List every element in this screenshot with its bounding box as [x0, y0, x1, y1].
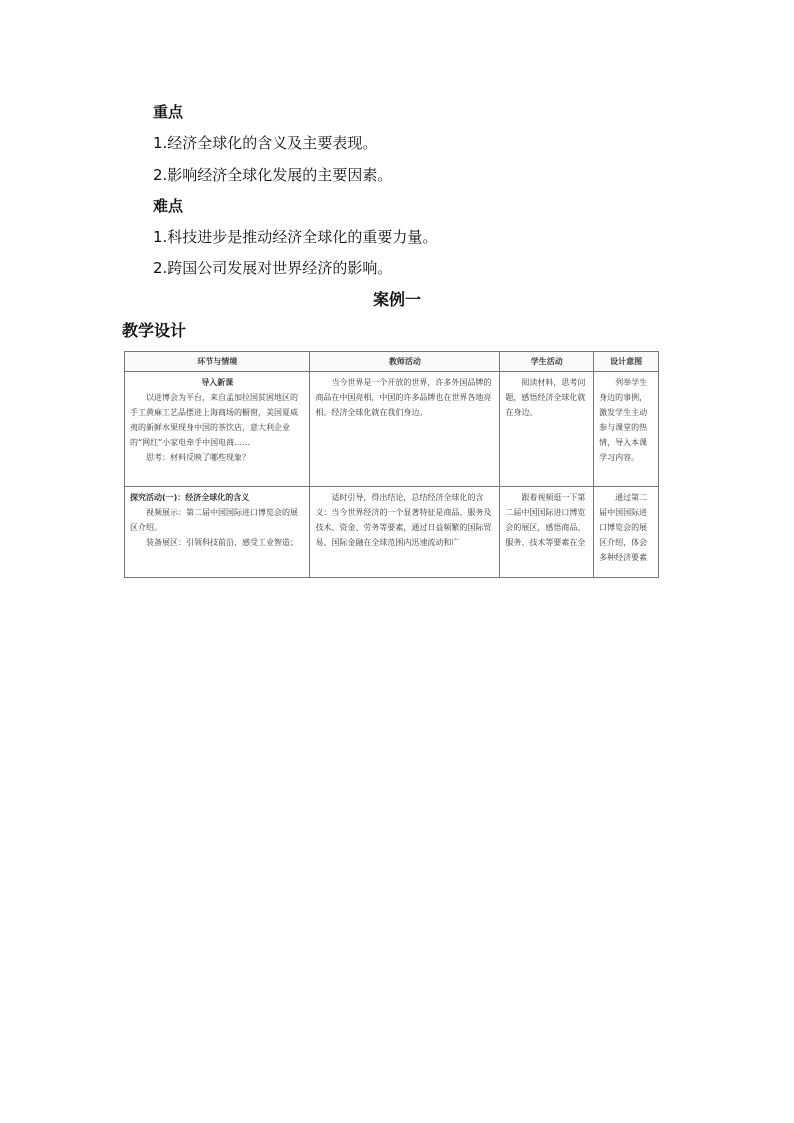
stage-title: 探究活动(一)：经济全球化的含义 [130, 493, 250, 502]
teacher-cell [310, 487, 500, 578]
header-intent: 设计意图 [594, 352, 659, 372]
teaching-design-table [124, 351, 659, 578]
key-point-item-1: 1.经济全球化的含义及主要表现。 [153, 134, 378, 152]
teacher-text: 适时引导，得出结论，总结经济全球化的含义：当今世界经济的一个显著特征是商品、服务及技术、资金、劳务等要素，通过日益频繁的国际贸易、国际金融在全球范围内迅速流动和广 [315, 493, 492, 547]
stage-question: 思考：材料反映了哪些现象？ [146, 453, 250, 462]
stage-cell [125, 487, 310, 578]
header-stage: 环节与情境 [125, 352, 310, 372]
student-cell [500, 487, 594, 578]
key-point-item-2: 2.影响经济全球化发展的主要因素。 [153, 166, 393, 184]
table-row [125, 487, 659, 578]
key-points-heading: 重点 [153, 103, 184, 121]
teacher-text: 当今世界是一个开放的世界，许多外国品牌的商品在中国亮相，中国的许多品牌也在世界各地亮相。经济全球化就在我们身边。 [315, 378, 492, 417]
stage-text: 以进博会为平台，来自孟加拉国贫困地区的手工黄麻工艺品摆进上海商场的橱窗，美国夏威夷的新鲜水果现身中国的茶饮店，意大利企业的“网红”小家电牵手中国电商…… [130, 393, 298, 447]
header-teacher: 教师活动 [310, 352, 500, 372]
design-title: 教学设计 [122, 321, 187, 340]
case-title: 案例一 [372, 290, 421, 309]
difficult-point-item-2: 2.跨国公司发展对世界经济的影响。 [153, 259, 393, 277]
table-row [125, 372, 659, 487]
stage-title: 导入新课 [201, 378, 234, 387]
teacher-cell [310, 372, 500, 487]
stage-question: 装备展区：引领科技前沿，感受工业智造； [146, 538, 298, 547]
intent-text: 通过第二届中国国际进口博览会的展区介绍，体会多种经济要素 [599, 493, 648, 562]
intent-cell [594, 487, 659, 578]
student-text: 阅读材料，思考问题，感悟经济全球化就在身边。 [505, 378, 586, 417]
intent-cell [594, 372, 659, 487]
header-student: 学生活动 [500, 352, 594, 372]
stage-cell [125, 372, 310, 487]
stage-text: 视频展示：第二届中国国际进口博览会的展区介绍。 [130, 508, 298, 532]
difficult-point-item-1: 1.科技进步是推动经济全球化的重要力量。 [153, 228, 438, 246]
intent-text: 列举学生身边的事例，激发学生主动参与课堂的热情，导入本课学习内容。 [599, 378, 648, 462]
student-text: 跟着视频逛一下第二届中国国际进口博览会的展区，感悟商品、服务、技术等要素在全 [505, 493, 586, 547]
table-header-row [125, 352, 659, 372]
difficult-points-heading: 难点 [153, 197, 184, 215]
student-cell [500, 372, 594, 487]
